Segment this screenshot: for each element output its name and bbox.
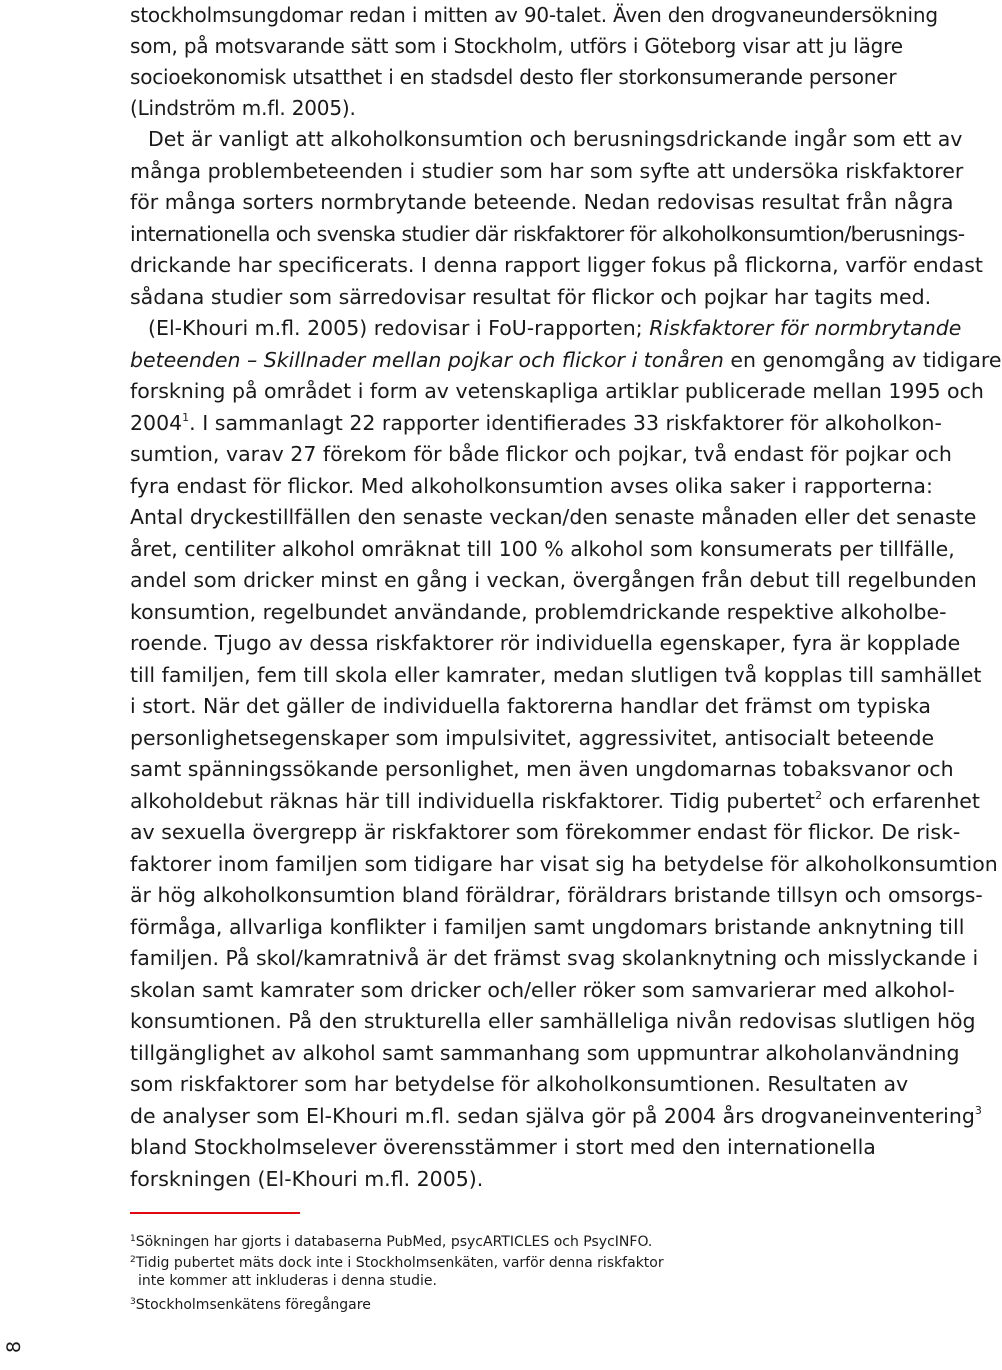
- text-line: [130, 786, 980, 818]
- footnote-text: Tidig pubertet mäts dock inte i Stockholmsenkäten, varför denna riskfaktor: [135, 1255, 664, 1271]
- text-line: andel som dricker minst en gång i veckan, övergången från debut till regelbunden: [130, 568, 977, 592]
- text-line: konsumtion, regelbundet användande, problemdrickande respektive alkoholbe-: [130, 599, 947, 624]
- footnote: [130, 1271, 664, 1292]
- footnotes: [130, 1229, 664, 1313]
- text-line: Det är vanligt att alkoholkonsumtion och berusningsdrickande ingår som ett av: [148, 127, 963, 151]
- text-line: tillgänglighet av alkohol samt sammanhang som uppmuntrar alkoholanvändning: [130, 1040, 960, 1065]
- footnote-text: Sökningen har gjorts i databaserna PubMed, psycARTICLES och PsycINFO.: [135, 1234, 653, 1250]
- page-number: 8: [3, 1340, 25, 1354]
- footnote-number: 3: [130, 1297, 136, 1307]
- text-line: är hög alkoholkonsumtion bland föräldrar, föräldrars bristande tillsyn och omsorgs-: [130, 883, 983, 907]
- text-line: många problembeteenden i studier som har som syfte att undersöka riskfaktorer: [130, 158, 964, 183]
- text-line: samt spänningssökande personlighet, men även ungdomarnas tobaksvanor och: [130, 757, 954, 781]
- text-line: [130, 313, 962, 345]
- text-line: Antal dryckestillfällen den senaste veckan/den senaste månaden eller det senaste: [130, 505, 977, 529]
- text-line: familjen. På skol/kamratnivå är det främst svag skolanknytning och misslyckande i: [130, 946, 979, 970]
- text-line: [130, 345, 1002, 377]
- footnote-text: inte kommer att inkluderas i denna studie.: [138, 1273, 437, 1289]
- footnote-ref: 2: [815, 788, 823, 802]
- text-line: faktorer inom familjen som tidigare har visat sig ha betydelse för alkoholkonsumtion: [130, 851, 998, 876]
- text-segment: de analyser som El-Khouri m.fl. sedan själva gör på 2004 års drogvaneinventering: [130, 1103, 975, 1128]
- text-line: stockholmsungdomar redan i mitten av 90-talet. Även den drogvaneundersökning: [130, 3, 938, 27]
- text-line: som, på motsvarande sätt som i Stockholm, utförs i Göteborg visar att ju lägre: [130, 34, 903, 58]
- text-segment: en genomgång av tidigare: [723, 347, 1002, 372]
- text-line: (Lindström m.fl. 2005).: [130, 96, 356, 120]
- text-line: sådana studier som särredovisar resultat för flickor och pojkar har tagits med.: [130, 284, 932, 309]
- text-segment: och erfarenhet: [822, 788, 980, 813]
- text-segment: 2004: [130, 410, 183, 435]
- footnote: [130, 1250, 664, 1271]
- footnote-divider: [130, 1212, 300, 1214]
- text-line: drickande har specificerats. I denna rapport ligger fokus på flickorna, varför endast: [130, 253, 983, 277]
- text-segment: alkoholdebut räknas här till individuella riskfaktorer. Tidig pubertet: [130, 788, 816, 813]
- text-line: till familjen, fem till skola eller kamrater, medan slutligen två kopplas till samhället: [130, 662, 982, 687]
- text-line: socioekonomisk utsatthet i en stadsdel desto fler storkonsumerande personer: [130, 65, 897, 89]
- text-line: skolan samt kamrater som dricker och/eller röker som samvarierar med alkohol-: [130, 977, 955, 1002]
- text-line: forskningen (El-Khouri m.fl. 2005).: [130, 1166, 484, 1191]
- text-line: av sexuella övergrepp är riskfaktorer som förekommer endast för flickor. De risk-: [130, 820, 961, 844]
- text-segment: . I sammanlagt 22 rapporter identifierades 33 riskfaktorer för alkoholkon-: [189, 410, 942, 435]
- report-title: Riskfaktorer för normbrytande: [649, 316, 962, 340]
- text-line: i stort. När det gäller de individuella faktorerna handlar det främst om typiska: [130, 694, 931, 718]
- footnote: [130, 1292, 664, 1313]
- footnote-ref: 1: [182, 410, 190, 424]
- text-line: bland Stockholmselever överensstämmer i stort med den internationella: [130, 1135, 876, 1159]
- text-line: fyra endast för flickor. Med alkoholkonsumtion avses olika saker i rapporterna:: [130, 473, 933, 498]
- text-line: året, centiliter alkohol omräknat till 100 % alkohol som konsumerats per tillfälle,: [130, 536, 955, 561]
- text-line: [130, 408, 956, 440]
- text-line: som riskfaktorer som har betydelse för alkoholkonsumtionen. Resultaten av: [130, 1072, 909, 1096]
- text-segment: (El-Khouri m.fl. 2005) redovisar i FoU-rapporten;: [148, 316, 650, 340]
- footnote-number: 2: [130, 1255, 136, 1265]
- text-line: [130, 1101, 982, 1133]
- footnote: [130, 1229, 664, 1250]
- text-line: roende. Tjugo av dessa riskfaktorer rör individuella egenskaper, fyra är kopplade: [130, 631, 961, 655]
- text-line: för många sorters normbrytande beteende. Nedan redovisas resultat från några: [130, 190, 954, 214]
- text-line: förmåga, allvarliga konflikter i familjen samt ungdomars bristande anknytning till: [130, 914, 965, 939]
- text-line: personlighetsegenskaper som impulsivitet, aggressivitet, antisocialt beteende: [130, 725, 935, 750]
- footnote-text: Stockholmsenkätens föregångare: [135, 1297, 371, 1313]
- body-text: [130, 0, 1002, 1195]
- report-title: beteenden – Skillnader mellan pojkar och flickor i tonåren: [130, 347, 724, 372]
- text-line: konsumtionen. På den strukturella eller samhälleliga nivån redovisas slutligen hög: [130, 1009, 976, 1033]
- text-line: internationella och svenska studier där riskfaktorer för alkoholkonsumtion/berusnings-: [130, 221, 965, 246]
- footnote-number: 1: [130, 1234, 136, 1244]
- text-line: forskning på området i form av vetenskapliga artiklar publicerade mellan 1995 och: [130, 379, 984, 403]
- footnote-ref: 3: [974, 1103, 982, 1117]
- text-line: sumtion, varav 27 förekom för både flickor och pojkar, två endast för pojkar och: [130, 442, 952, 466]
